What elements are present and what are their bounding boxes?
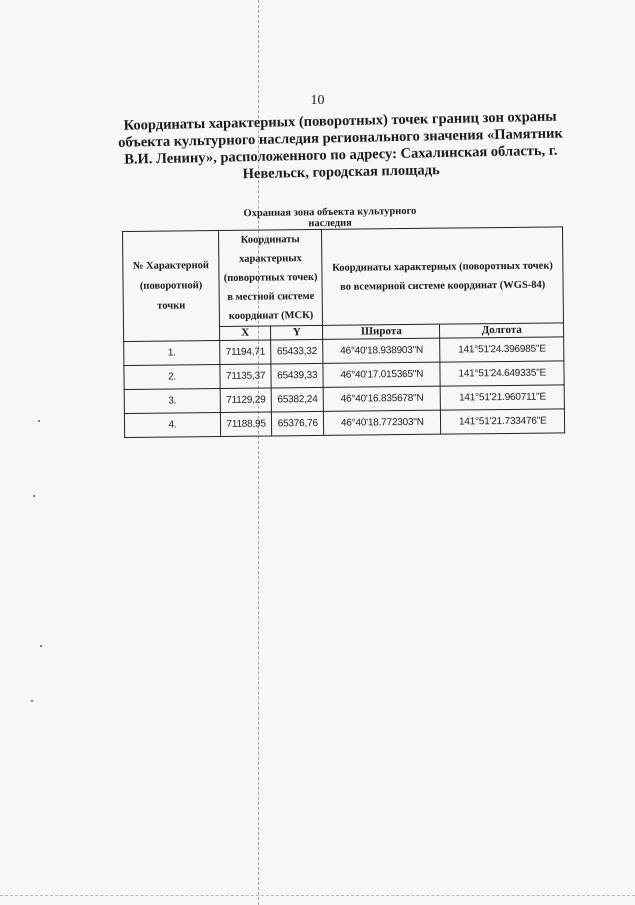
scan-speck	[38, 420, 40, 422]
document-title: Координаты характерных (поворотных) точек границ зон охраны объекта культурного наследия регионального значения «Памятник В.И. Ленину», расположенного по адресу: Сахалинская область, г. Невельск, городская площадь	[118, 108, 563, 183]
header-latitude: Широта	[323, 324, 440, 339]
table-header-row	[123, 227, 564, 328]
header-y: Y	[271, 325, 323, 340]
point-number: 4.	[124, 412, 220, 437]
x-value: 71135,37	[220, 364, 271, 389]
header-local-coordinates: Координаты характерных (поворотных точек) в местной системе координат (МСК)	[218, 229, 322, 326]
header-x: X	[220, 326, 271, 341]
y-value: 65439,33	[271, 363, 323, 388]
header-wgs84-coordinates: Координаты характерных (поворотных точек) во всемирной системе координат (WGS-84)	[322, 227, 564, 326]
longitude-value: 141°51'21.733476"E	[441, 409, 565, 434]
longitude-value: 141°51'24.649335"E	[440, 361, 564, 386]
y-value: 65433,32	[271, 339, 323, 364]
point-number: 3.	[124, 388, 220, 413]
longitude-value: 141°51'24.396985"E	[440, 337, 564, 362]
y-value: 65376,76	[272, 411, 324, 436]
table-caption: Охранная зона объекта культурного наследия	[243, 205, 417, 230]
point-number: 1.	[124, 340, 220, 365]
header-point-number: № Характерной (поворотной) точки	[123, 230, 220, 341]
scan-speck	[33, 495, 35, 497]
latitude-value: 46°40'18.938903"N	[323, 338, 440, 363]
scan-speck	[31, 700, 33, 702]
scan-bottom-edge	[0, 895, 635, 896]
scan-speck	[40, 645, 42, 647]
point-number: 2.	[124, 364, 220, 389]
x-value: 71194,71	[220, 340, 271, 365]
coordinates-table	[122, 226, 565, 438]
latitude-value: 46°40'17.015365"N	[323, 362, 440, 387]
x-value: 71188,95	[220, 412, 271, 437]
x-value: 71129,29	[220, 388, 271, 413]
table-row	[124, 409, 564, 438]
y-value: 65382,24	[271, 387, 323, 412]
latitude-value: 46°40'18.772303"N	[324, 410, 441, 435]
longitude-value: 141°51'21.960711"E	[441, 385, 565, 410]
page-number: 10	[310, 93, 325, 108]
header-longitude: Долгота	[440, 323, 564, 338]
latitude-value: 46°40'16.835678"N	[323, 386, 440, 411]
